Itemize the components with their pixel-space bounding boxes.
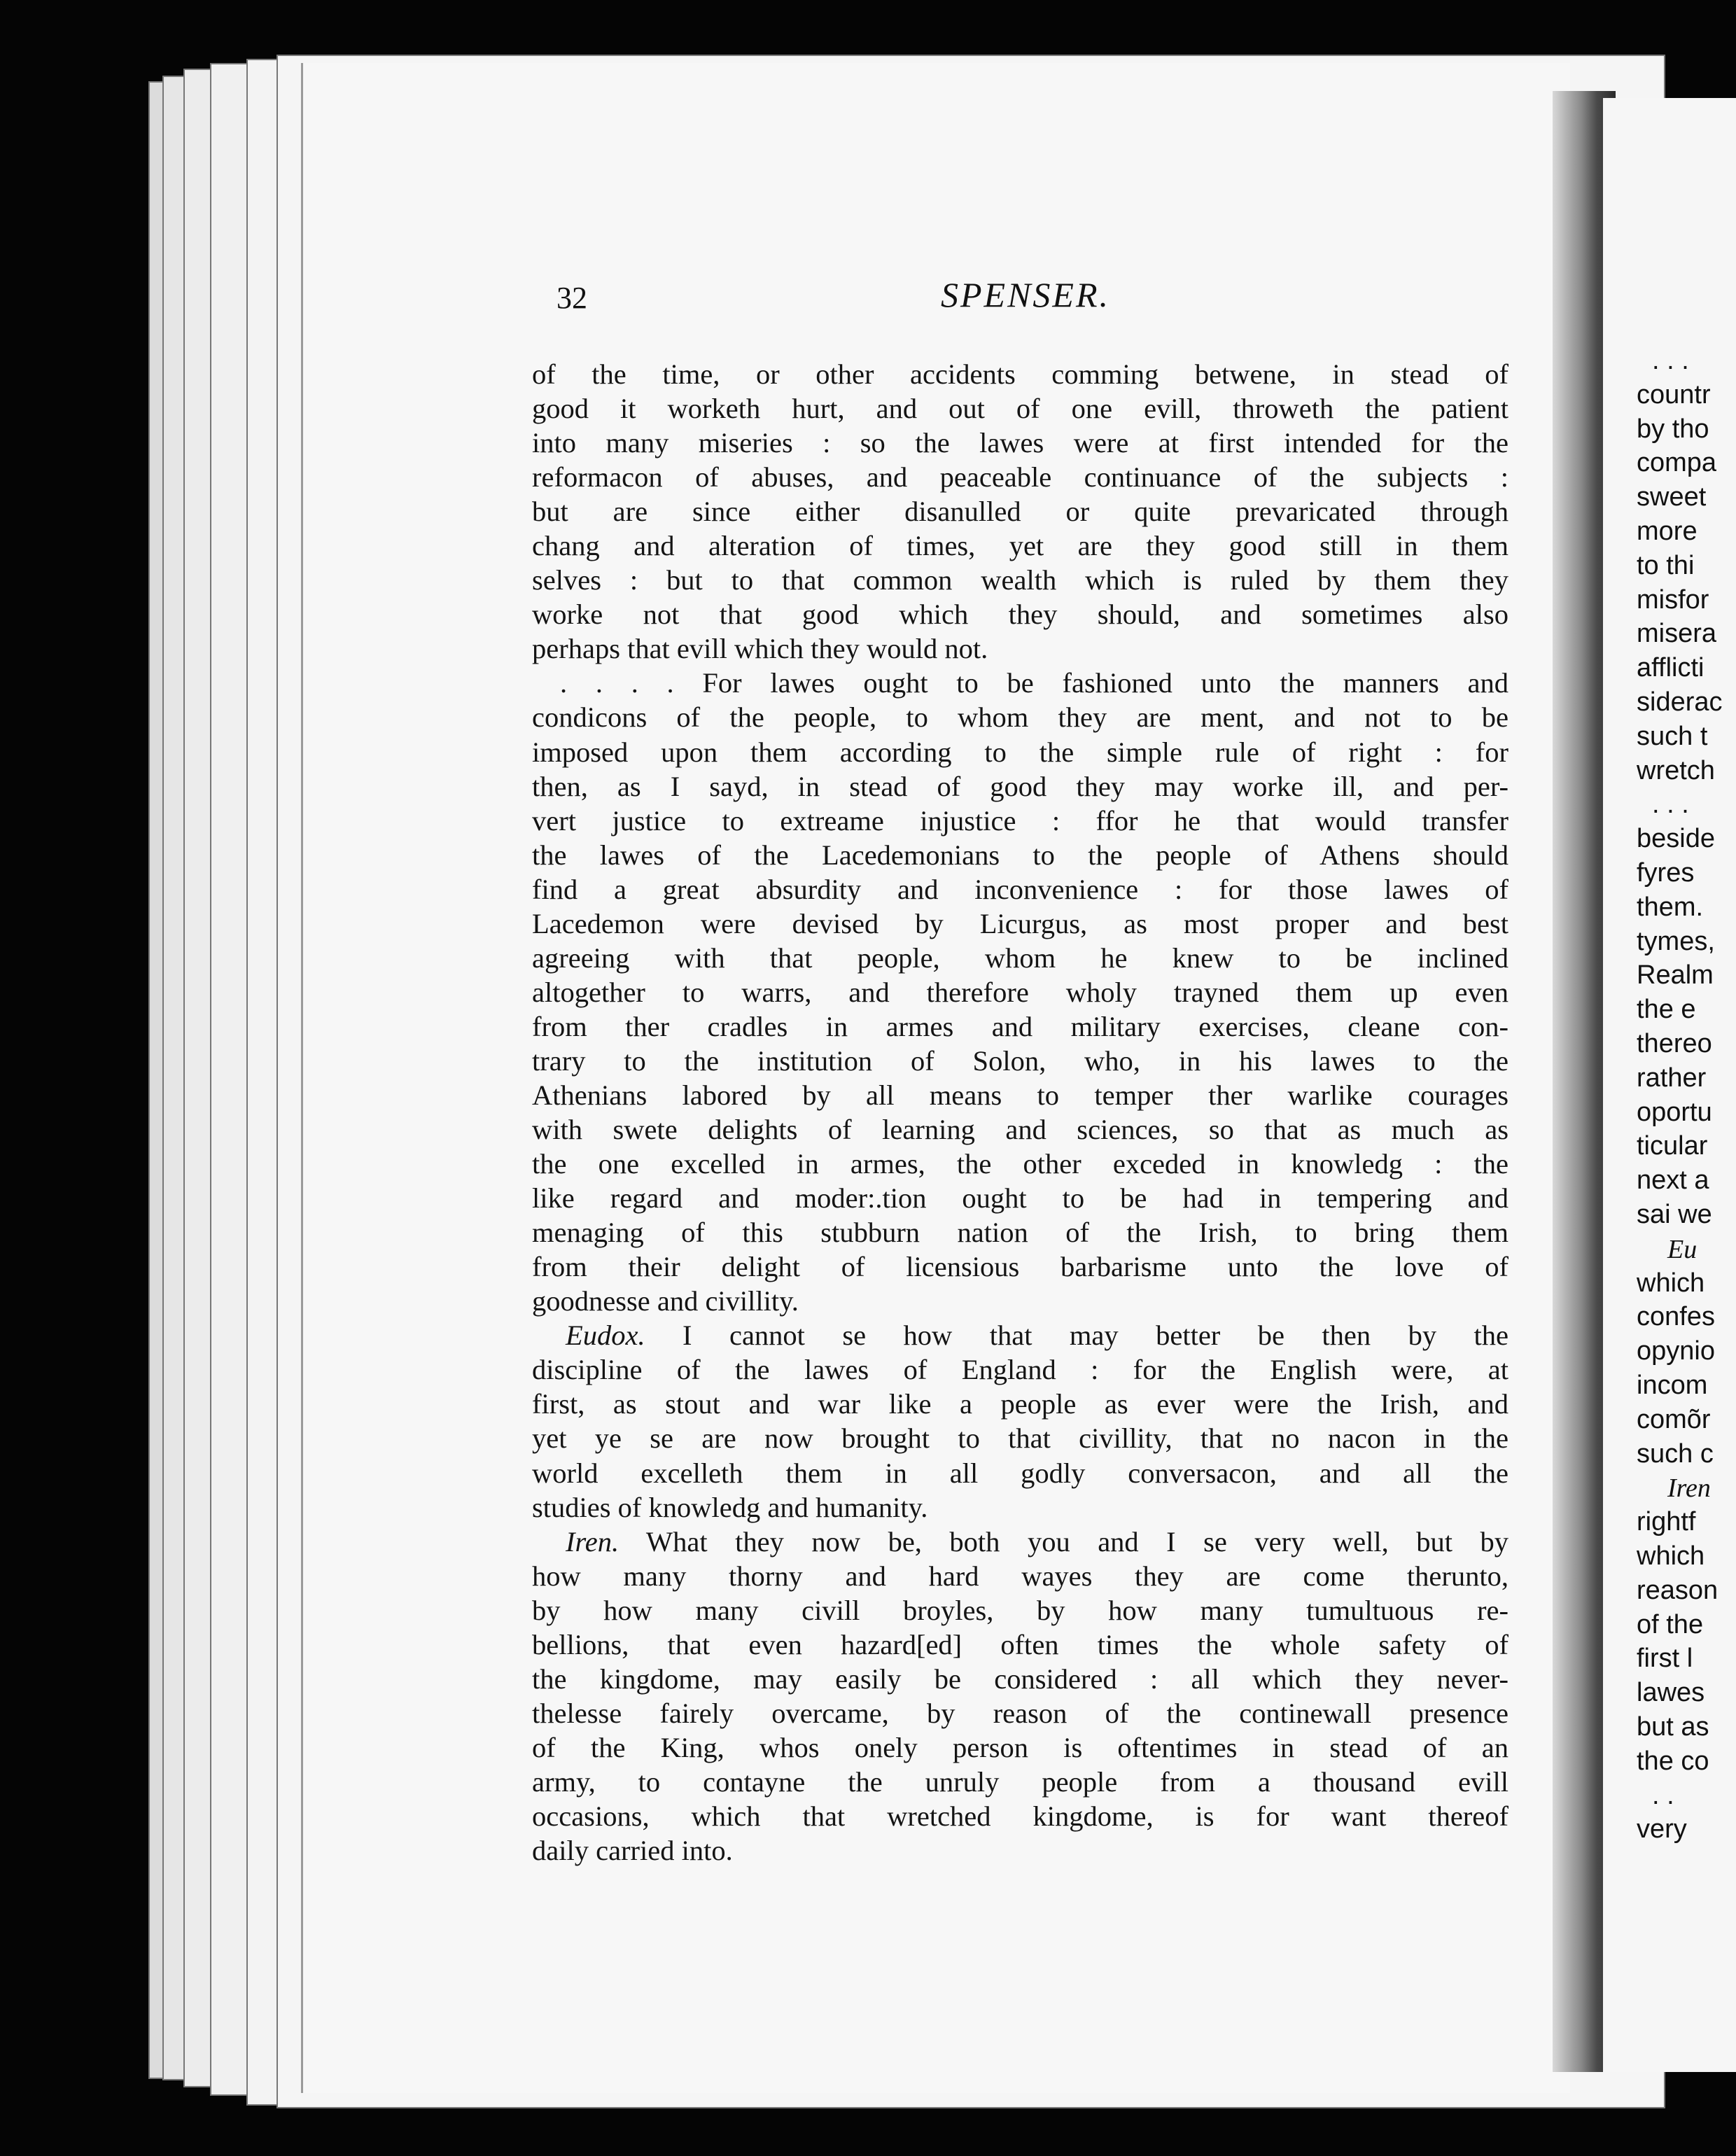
line-text: of the King, whos onely person is oftentimes in stead of an	[532, 1731, 1508, 1763]
facing-page-fragment: which	[1637, 1268, 1705, 1298]
facing-page-fragment: which	[1637, 1541, 1705, 1571]
facing-page-fragment: such c	[1637, 1438, 1714, 1469]
facing-page-fragment: thereo	[1637, 1029, 1712, 1058]
line-text: thelesse fairely overcame, by reason of the continewall presence	[532, 1697, 1508, 1729]
facing-page-fragment: . . .	[1652, 346, 1689, 375]
line-text: worke not that good which they should, and sometimes also	[532, 598, 1508, 631]
line-text: occasions, which that wretched kingdome, is for want thereof	[532, 1800, 1508, 1832]
line-text: of the time, or other accidents comming betwene, in stead of	[532, 358, 1508, 390]
line-text: the one excelled in armes, the other exceded in knowledg : the	[532, 1148, 1508, 1180]
facing-page-fragment: to thi	[1637, 550, 1695, 580]
line-text: good it worketh hurt, and out of one evill, throweth the patient	[532, 393, 1508, 425]
facing-page-fragment: incom	[1637, 1371, 1708, 1400]
line-text: imposed upon them according to the simple rule of right : for	[532, 736, 1508, 768]
text-line	[532, 941, 1508, 975]
line-text: goodnesse and civillity.	[532, 1285, 799, 1317]
facing-page-fragment: by tho	[1637, 414, 1709, 444]
facing-page-fragment: such t	[1637, 721, 1708, 751]
line-text: daily carried into.	[532, 1835, 733, 1867]
facing-page-fragment: lawes	[1637, 1678, 1705, 1708]
text-line	[532, 1352, 1508, 1387]
facing-page-fragment: afflicti	[1637, 653, 1704, 683]
line-text: world excelleth them in all godly conversacon, and all the	[532, 1457, 1508, 1489]
line-text: like regard and moder:.tion ought to be had in tempering and	[532, 1182, 1508, 1214]
line-text: army, to contayne the unruly people from a thousand evill	[532, 1765, 1508, 1798]
facing-page-fragment: wretch	[1637, 755, 1715, 785]
line-text: menaging of this stubburn nation of the Irish, to bring them	[532, 1217, 1508, 1249]
text-line	[532, 1078, 1508, 1112]
line-text: yet ye se are now brought to that civillity, that no nacon in the	[532, 1422, 1508, 1455]
facing-page-fragment: opynio	[1637, 1336, 1715, 1366]
facing-page-fragment: Eu	[1667, 1234, 1698, 1264]
text-line	[532, 804, 1508, 838]
text-line	[532, 1559, 1508, 1593]
line-text: then, as I sayd, in stead of good they may worke ill, and per-	[532, 770, 1508, 802]
facing-page-fragment: of the	[1637, 1609, 1704, 1639]
facing-page-fragment: confes	[1637, 1302, 1715, 1332]
facing-page-fragment: compa	[1637, 448, 1717, 478]
text-line	[532, 1696, 1508, 1730]
facing-page-fragment: beside	[1637, 824, 1715, 854]
facing-page-fragment: countr	[1637, 379, 1711, 410]
text-line	[532, 1112, 1508, 1147]
line-text: into many miseries : so the lawes were at first intended for the	[532, 427, 1508, 459]
text-line	[532, 700, 1508, 734]
text-line	[532, 597, 1508, 631]
text-line	[532, 1730, 1508, 1765]
line-text: with swete delights of learning and sciences, so that as much as	[532, 1114, 1508, 1146]
text-line	[532, 460, 1508, 494]
text-line	[532, 769, 1508, 804]
facing-page-fragment: ticular	[1637, 1131, 1708, 1161]
line-text: discipline of the lawes of England : for the English were, at	[532, 1354, 1508, 1386]
text-line	[532, 1799, 1508, 1833]
text-line	[532, 426, 1508, 460]
line-text: reformacon of abuses, and peaceable continuance of the subjects :	[532, 461, 1508, 493]
facing-page-fragment: Iren	[1667, 1474, 1711, 1504]
line-text: the kingdome, may easily be considered : all which they never-	[532, 1662, 1508, 1695]
line-text: condicons of the people, to whom they are ment, and not to be	[532, 701, 1508, 734]
line-text: perhaps that evill which they would not.	[532, 633, 988, 665]
facing-page-fragment: reason	[1637, 1575, 1718, 1605]
text-line	[532, 1421, 1508, 1455]
text-line	[532, 1181, 1508, 1215]
line-text: but are since either disanulled or quite prevaricated through	[532, 496, 1508, 528]
facing-page-fragment: the e	[1637, 995, 1696, 1025]
line-text: how many thorny and hard wayes they are come therunto,	[532, 1560, 1508, 1592]
facing-page-fragment: Realm	[1637, 960, 1714, 990]
text-line	[532, 563, 1508, 597]
text-line	[532, 1147, 1508, 1181]
facing-page-fragment: misfor	[1637, 584, 1709, 615]
facing-page-fragment: but as	[1637, 1712, 1709, 1742]
line-text: chang and alteration of times, yet are they good still in them	[532, 530, 1508, 562]
line-text: Athenians labored by all means to temper ther warlike courages	[532, 1079, 1508, 1111]
text-line	[532, 1318, 1508, 1352]
line-text: agreeing with that people, whom he knew to be inclined	[532, 941, 1508, 974]
line-text: I cannot se how that may better be then by the	[645, 1320, 1508, 1352]
text-line	[532, 1009, 1508, 1044]
page-number: 32	[556, 281, 587, 315]
text-line	[532, 975, 1508, 1009]
line-text: . . . . For lawes ought to be fashioned unto the manners and	[560, 667, 1508, 699]
text-line	[532, 666, 1508, 700]
line-text: by how many civill broyles, by how many tumultuous re-	[532, 1594, 1508, 1626]
facing-page-fragment: the co	[1637, 1746, 1709, 1776]
line-text: from their delight of licensious barbarisme unto the love of	[532, 1251, 1508, 1283]
text-line	[532, 1456, 1508, 1490]
text-line	[532, 1490, 1508, 1525]
facing-page-fragment: fyres	[1637, 858, 1695, 888]
facing-page-fragment: them.	[1637, 892, 1704, 922]
facing-page-fragment: very	[1637, 1814, 1687, 1844]
facing-page-fragment: tymes,	[1637, 926, 1715, 956]
text-line	[532, 872, 1508, 906]
text-line	[532, 1215, 1508, 1250]
facing-page-fragment: . . .	[1652, 790, 1689, 820]
text-line	[532, 1250, 1508, 1284]
line-text: studies of knowledg and humanity.	[532, 1491, 928, 1523]
speaker-name: Eudox.	[566, 1320, 645, 1352]
page-header	[556, 274, 1494, 323]
facing-page-fragment: next a	[1637, 1166, 1709, 1196]
line-text: altogether to warrs, and therefore wholy trayned them up even	[532, 976, 1508, 1008]
text-line	[532, 391, 1508, 426]
facing-page-fragment: first l	[1637, 1644, 1693, 1674]
text-line	[532, 735, 1508, 769]
text-line	[532, 1284, 1508, 1318]
facing-page-fragment: sweet	[1637, 482, 1707, 512]
text-line	[532, 1662, 1508, 1696]
running-head: SPENSER.	[940, 275, 1111, 314]
line-text: selves : but to that common wealth which is ruled by them they	[532, 564, 1508, 596]
text-line	[532, 838, 1508, 872]
facing-page-fragment: more	[1637, 517, 1698, 546]
facing-page-fragment: misera	[1637, 619, 1717, 649]
text-line	[532, 1387, 1508, 1421]
text-line	[532, 1593, 1508, 1628]
facing-page-fragment: oportu	[1637, 1097, 1712, 1127]
text-line	[532, 1833, 1508, 1868]
text-line	[532, 357, 1508, 391]
facing-page-fragment: rightf	[1637, 1507, 1696, 1537]
text-line	[532, 631, 1508, 666]
line-text: Lacedemon were devised by Licurgus, as most proper and best	[532, 907, 1508, 939]
speaker-name: Iren.	[566, 1525, 620, 1558]
text-line	[532, 906, 1508, 941]
facing-page-fragment: comõr	[1637, 1404, 1711, 1434]
line-text: first, as stout and war like a people as ever were the Irish, and	[532, 1388, 1508, 1420]
text-line	[532, 528, 1508, 563]
line-text: bellions, that even hazard[ed] often times the whole safety of	[532, 1628, 1508, 1660]
text-line	[532, 1765, 1508, 1799]
text-line	[532, 494, 1508, 528]
facing-page	[1603, 98, 1736, 2072]
facing-page-fragment: siderac	[1637, 687, 1723, 717]
line-text: What they now be, both you and I se very well, but by	[619, 1525, 1508, 1558]
text-line	[532, 1628, 1508, 1662]
facing-page-fragment: . .	[1652, 1780, 1674, 1810]
text-line	[532, 1525, 1508, 1559]
line-text: from ther cradles in armes and military exercises, cleane con-	[532, 1010, 1508, 1042]
facing-page-fragment: sai we	[1637, 1200, 1712, 1229]
page-text	[532, 357, 1508, 1868]
line-text: trary to the institution of Solon, who, in his lawes to the	[532, 1044, 1508, 1077]
facing-page-fragment: rather	[1637, 1063, 1707, 1093]
text-line	[532, 1044, 1508, 1078]
line-text: the lawes of the Lacedemonians to the people of Athens should	[532, 839, 1508, 871]
line-text: vert justice to extreame injustice : ffor he that would transfer	[532, 804, 1508, 836]
line-text: find a great absurdity and inconvenience : for those lawes of	[532, 873, 1508, 905]
